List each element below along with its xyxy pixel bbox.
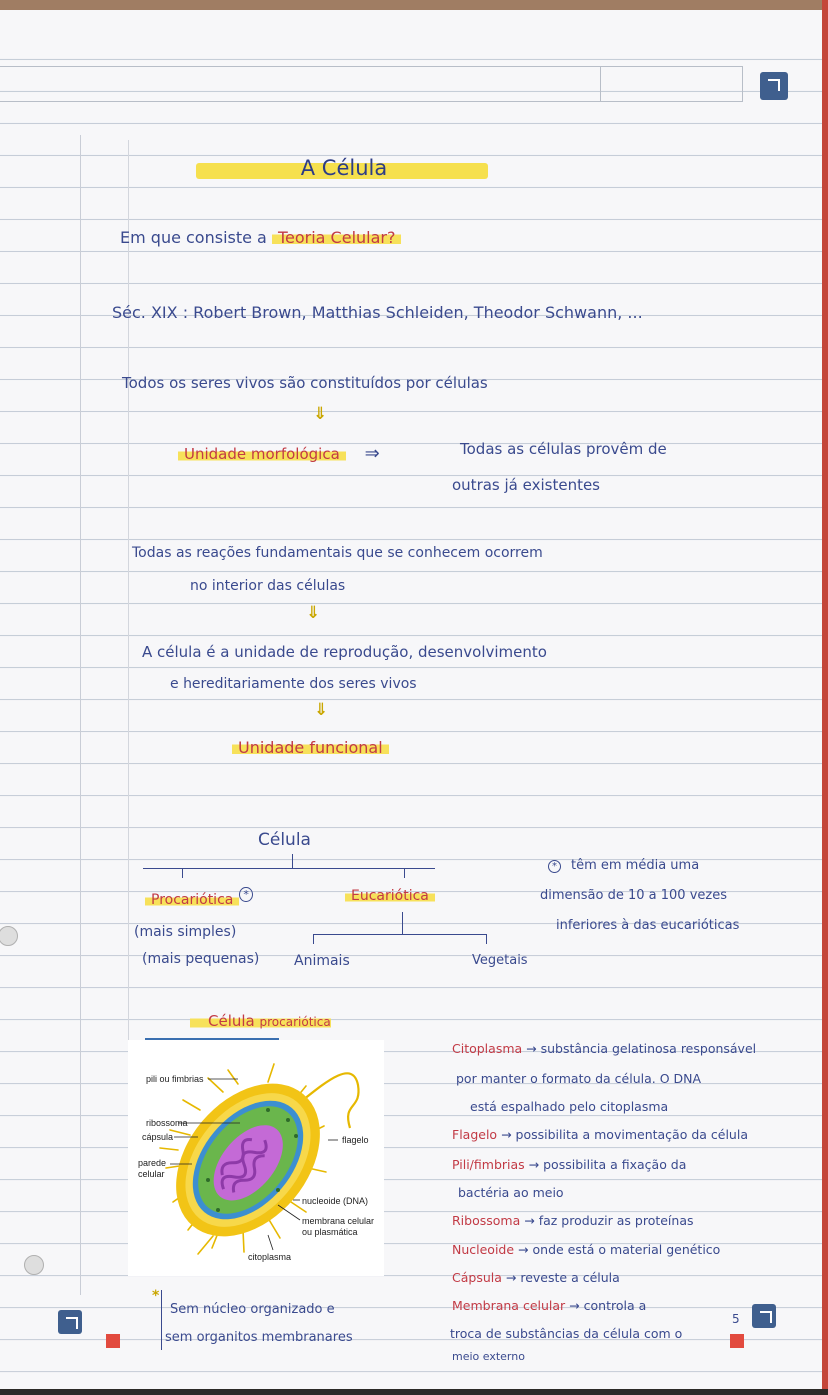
euk-animals: Animais [294, 953, 350, 969]
size-note-line1 [548, 858, 699, 873]
definition-line [452, 1270, 620, 1285]
note-mark: * [548, 860, 561, 873]
statement-cells: Todos os seres vivos são constituídos por células [122, 374, 488, 392]
history-line: Séc. XIX : Robert Brown, Matthias Schleiden, Theodor Schwann, ... [112, 303, 643, 322]
red-mark [106, 1334, 120, 1348]
footnote-mark: * [152, 1288, 160, 1304]
definition-text: possibilita a fixação da [543, 1157, 687, 1172]
label-pili: pili ou fimbrias [146, 1074, 204, 1084]
margin-line-inner [128, 140, 129, 1040]
binder-hole [24, 1255, 44, 1275]
page-number: 5 [732, 1312, 740, 1326]
note-mark: * [239, 887, 253, 902]
page-edge [822, 0, 828, 1395]
all-cells-line1: Todas as células provêm de [460, 440, 667, 458]
tree-branch [143, 868, 435, 869]
top-strip [0, 0, 828, 10]
margin-line [80, 135, 81, 1295]
prokaryote-diagram [128, 1040, 384, 1276]
header-box [0, 66, 743, 102]
label-membrane: membrana celular ou plasmática [302, 1216, 375, 1237]
corner-marker-icon [58, 1310, 82, 1334]
size-note-line3: inferiores à das eucarióticas [556, 918, 740, 933]
prokaryote-title-prefix: Célula [208, 1012, 260, 1030]
definition-text: controla a [583, 1298, 647, 1313]
tree-branch [404, 868, 405, 878]
prokaryote-title [190, 1012, 331, 1030]
label-cell-wall: parede celular [138, 1158, 167, 1179]
definition-line [452, 1127, 748, 1142]
definition-arrow: → [526, 1041, 537, 1056]
definition-line [458, 1185, 564, 1200]
tree-eukaryotic [345, 888, 435, 904]
question-line [120, 228, 401, 247]
footnote-bar [161, 1290, 162, 1350]
footnote-line1: Sem núcleo organizado e [170, 1302, 335, 1317]
definition-text: troca de substâncias da célula com o [450, 1326, 683, 1341]
definition-key: Citoplasma [452, 1041, 523, 1056]
down-arrow-icon: ⇓ [306, 603, 321, 623]
definition-line [452, 1213, 694, 1228]
cell-unit-line1: A célula é a unidade de reprodução, desenvolvimento [142, 643, 547, 661]
label-flagellum: flagelo [342, 1135, 369, 1145]
prokaryotic-label: Procariótica [145, 892, 239, 908]
all-cells-line2: outras já existentes [452, 476, 601, 494]
unit-morphological [178, 443, 380, 464]
question-prefix: Em que consiste a [120, 228, 272, 247]
pro-smaller: (mais pequenas) [142, 951, 260, 967]
definition-arrow: → [501, 1127, 512, 1142]
down-arrow-icon: ⇓ [314, 700, 329, 720]
unit-functional [232, 738, 389, 757]
definition-line [470, 1099, 668, 1114]
definition-line [452, 1041, 756, 1056]
tree-prokaryotic [145, 888, 253, 908]
eukaryotic-label: Eucariótica [345, 888, 435, 904]
definition-text: onde está o material genético [532, 1242, 721, 1257]
prokaryote-title-hl [190, 1012, 331, 1030]
definition-key: Cápsula [452, 1270, 502, 1285]
definition-arrow: → [528, 1157, 540, 1172]
binder-hole [0, 926, 18, 946]
definition-arrow: → [505, 1270, 517, 1285]
definition-arrow: → [524, 1213, 535, 1228]
red-mark [730, 1334, 744, 1348]
definition-line [452, 1242, 720, 1257]
page-bottom [0, 1389, 828, 1395]
definition-text: bactéria ao meio [458, 1185, 564, 1200]
page-title: A Célula [300, 156, 388, 180]
definition-key: Ribossoma [452, 1213, 521, 1228]
label-cytoplasm: citoplasma [248, 1252, 292, 1262]
definition-text: meio externo [452, 1350, 525, 1363]
label-ribosome: ribossoma [146, 1118, 188, 1128]
reactions-line1: Todas as reações fundamentais que se conhecem ocorrem [132, 545, 543, 561]
tree-branch [402, 912, 403, 934]
definition-key: Nucleoide [452, 1242, 515, 1257]
definition-text: faz produzir as proteínas [538, 1213, 694, 1228]
unit-morph-label: Unidade morfológica [178, 445, 346, 463]
label-nucleoid: nucleoide (DNA) [302, 1196, 369, 1206]
unit-func-label: Unidade funcional [232, 738, 389, 757]
definition-arrow: → [518, 1242, 529, 1257]
corner-marker-icon [752, 1304, 776, 1328]
definition-key: Pili/fimbrias [452, 1157, 525, 1172]
corner-marker-icon [760, 72, 788, 100]
definition-line [452, 1298, 646, 1313]
euk-plants: Vegetais [472, 953, 528, 968]
cell-unit-line2: e hereditariamente dos seres vivos [170, 676, 417, 692]
definition-text: está espalhado pelo citoplasma [470, 1099, 669, 1114]
prokaryote-title-word: procariótica [259, 1015, 331, 1029]
definition-key: Membrana celular [452, 1298, 566, 1313]
tree-branch [313, 934, 487, 935]
tree-branch [182, 868, 183, 878]
label-capsule: cápsula [142, 1132, 174, 1142]
definition-text: substância gelatinosa responsável [540, 1041, 757, 1056]
footnote-line2: sem organitos membranares [165, 1330, 353, 1345]
definition-line [452, 1157, 686, 1172]
tree-branch [292, 854, 293, 868]
pro-simpler: (mais simples) [134, 924, 237, 940]
definition-text: reveste a célula [520, 1270, 620, 1285]
note-text-1: têm em média uma [571, 858, 700, 873]
definition-key: Flagelo [452, 1127, 498, 1142]
implies-arrow-icon: ⇒ [364, 443, 380, 464]
definition-line [450, 1326, 682, 1341]
definition-line [452, 1350, 525, 1363]
size-note-line2: dimensão de 10 a 100 vezes [540, 888, 727, 903]
definition-text: por manter o formato da célula. O DNA [456, 1071, 702, 1086]
tree-branch [486, 934, 487, 944]
down-arrow-icon: ⇓ [313, 404, 328, 424]
definition-text: possibilita a movimentação da célula [515, 1127, 748, 1142]
definition-arrow: → [569, 1298, 580, 1313]
definition-line [456, 1071, 701, 1086]
question-highlight: Teoria Celular? [272, 228, 402, 247]
tree-branch [313, 934, 314, 944]
tree-root: Célula [258, 830, 311, 850]
reactions-line2: no interior das células [190, 578, 346, 594]
